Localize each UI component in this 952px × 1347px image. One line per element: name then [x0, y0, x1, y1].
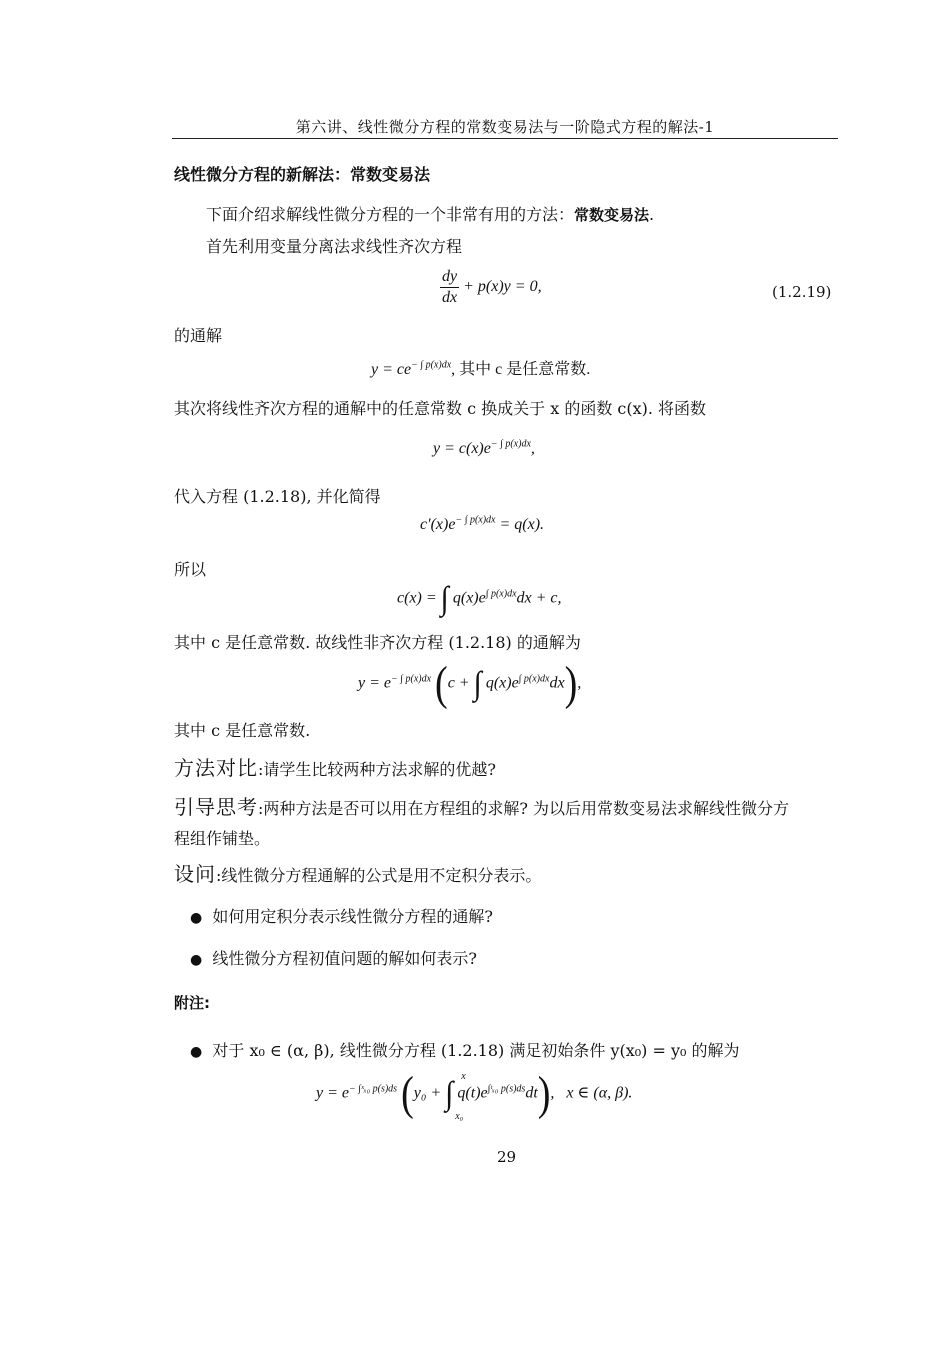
intro-line-2: 首先利用变量分离法求线性齐次方程: [206, 237, 463, 256]
eq-lhs: y = e: [358, 674, 391, 692]
eq-exponent: − ∫ p(x)dx: [490, 438, 531, 450]
question-label: 设问: [174, 862, 216, 886]
eq-tail: ,: [577, 674, 582, 692]
list-item: [190, 904, 493, 927]
eq-tail: ,: [550, 1084, 555, 1102]
header-rule: [172, 138, 838, 139]
page-number: 29: [497, 1148, 517, 1166]
text-replace-constant: 其次将线性齐次方程的通解中的任意常数 c 换成关于 x 的函数 c(x). 将函数: [174, 399, 707, 418]
eq-exponent: − ∫ p(x)dx: [391, 673, 432, 685]
equation-number: (1.2.19): [772, 283, 832, 301]
text-c-arbitrary: 其中 c 是任意常数.: [174, 721, 311, 740]
method-compare: [174, 752, 496, 781]
equation-initial-value-solution: [316, 1067, 633, 1122]
eq-lhs: y = ce: [371, 361, 412, 378]
text-substitute: 代入方程 (1.2.18), 并化简得: [174, 487, 381, 506]
eq-lhs: c(x) =: [397, 589, 437, 607]
equation-cprime: [420, 516, 544, 534]
text-so: 所以: [174, 560, 207, 579]
eq-tail: = q(x).: [499, 516, 545, 533]
section-title: 线性微分方程的新解法：常数变易法: [174, 165, 431, 184]
integral-sign: ∫: [440, 580, 449, 617]
eq-tail: , 其中 c 是任意常数.: [451, 361, 591, 378]
intro-line-1: [206, 202, 654, 225]
derivative-fraction: [440, 268, 459, 307]
note-list-item: [190, 1038, 740, 1061]
bullet-icon: ●: [190, 1044, 203, 1060]
eq-exponent: − ∫ p(x)dx: [455, 514, 496, 526]
eq-exponent: − ∫ p(x)dx: [411, 359, 452, 371]
guide-line-2: 程组作铺垫。: [174, 829, 271, 848]
guide-line-1: [174, 791, 789, 820]
eq-exponent-2: ∫ᵗₓ₀ p(s)ds: [487, 1083, 526, 1095]
frac-denominator: dx: [442, 289, 458, 306]
eq-exponent: ∫ p(x)dx: [485, 588, 517, 600]
label-colon: :: [216, 866, 222, 885]
eq-lhs: y = c(x)e: [433, 440, 491, 457]
integral-sign: ∫: [473, 665, 482, 702]
equation-rest: + p(x)y = 0,: [463, 278, 542, 296]
eq-dx: dx: [549, 674, 565, 692]
right-paren: ): [564, 657, 578, 711]
eq-constant: c +: [447, 674, 470, 692]
eq-body: q(x)e: [485, 674, 519, 692]
intro-period: .: [649, 205, 655, 224]
eq-tail: ,: [530, 440, 535, 457]
equation-general-solution: [358, 657, 582, 711]
integral-lower-limit: x₀: [455, 1111, 464, 1122]
eq-dt: dt: [525, 1084, 538, 1102]
bullet-icon: ●: [190, 910, 203, 926]
eq-domain: x ∈ (α, β).: [566, 1084, 633, 1102]
question: [174, 858, 541, 887]
equation-c-integral: [397, 582, 562, 616]
equation-1-2-19: [440, 268, 542, 307]
integral-sign: ∫: [445, 1075, 454, 1112]
list-item-text: 线性微分方程初值问题的解如何表示?: [212, 949, 477, 968]
method-compare-text: 请学生比较两种方法求解的优越?: [263, 760, 496, 779]
eq-body: q(t)e: [457, 1084, 488, 1102]
intro-bold-term: 常数变易法: [574, 206, 650, 224]
definite-integral: [445, 1071, 466, 1122]
left-paren: (: [435, 657, 448, 711]
list-item-text: 如何用定积分表示线性微分方程的通解?: [212, 907, 493, 926]
label-colon: :: [258, 799, 264, 818]
eq-initial-value: y₀ +: [413, 1084, 442, 1102]
note-title: 附注:: [174, 994, 210, 1012]
eq-exponent: − ∫ˣₓ₀ p(s)ds: [349, 1083, 398, 1095]
guide-text-1: 两种方法是否可以用在方程组的求解? 为以后用常数变易法求解线性微分方: [263, 799, 790, 818]
eq-lhs: y = e: [316, 1084, 349, 1102]
label-colon: :: [258, 760, 264, 779]
eq-lhs: c′(x)e: [420, 516, 456, 533]
eq-tail: dx + c,: [516, 589, 562, 607]
equation-cx: [433, 440, 535, 458]
text-general-solution: 的通解: [174, 326, 223, 345]
guide-label: 引导思考: [174, 795, 258, 819]
equation-homogeneous-solution: [371, 356, 590, 379]
right-paren: ): [537, 1067, 551, 1121]
frac-numerator: dy: [440, 268, 459, 288]
running-header: 第六讲、线性微分方程的常数变易法与一阶隐式方程的解法-1: [295, 118, 715, 136]
list-item: [190, 946, 477, 969]
left-paren: (: [401, 1067, 414, 1121]
note-text: 对于 x₀ ∈ (α, β), 线性微分方程 (1.2.18) 满足初始条件 y(x₀) = y₀ 的解为: [212, 1041, 740, 1060]
intro-text: 下面介绍求解线性微分方程的一个非常有用的方法：: [206, 205, 575, 224]
integral-upper-limit: x: [461, 1071, 466, 1082]
question-text: 线性微分方程通解的公式是用不定积分表示。: [221, 866, 542, 885]
method-compare-label: 方法对比: [174, 756, 258, 780]
text-nonhomogeneous: 其中 c 是任意常数. 故线性非齐次方程 (1.2.18) 的通解为: [174, 633, 581, 652]
eq-exponent-2: ∫ p(x)dx: [518, 673, 550, 685]
eq-body: q(x)e: [452, 589, 486, 607]
bullet-icon: ●: [190, 952, 203, 968]
